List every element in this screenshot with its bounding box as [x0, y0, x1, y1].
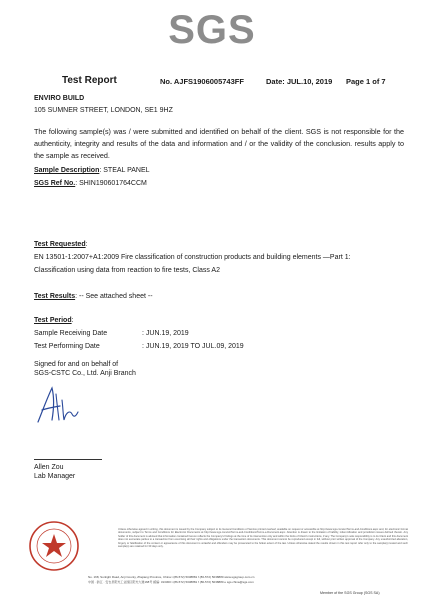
sgs-ref-no: [34, 179, 147, 188]
page-number: Page 1 of 7: [346, 77, 386, 86]
stamp-seal-icon: [28, 520, 80, 572]
footer-disclaimer: Unless otherwise agreed in writing, this document is issued by the Company subject to its General Conditions of Service printed overleaf, available on request or accessible at http://www.sgs.com/en/Terms-and-Conditions.aspx and, for electronic format documents, subject to Terms and Conditions for Electronic Documents at http://www.sgs.com/en/Terms-and-Conditions/Terms-e-Document.aspx. Attention is drawn to the limitation of liability, indemnification and jurisdiction issues defined therein. Any holder of this document is advised that information contained hereon reflects the Company's findings at the time of its intervention only and within the limits of Client's instructions, if any. The Company's sole responsibility is to its Client and this document does not exonerate parties to a transaction from exercising all their rights and obligations under the transaction documents. This document cannot be reproduced except in full, without prior written approval of the Company. Any unauthorized alteration, forgery or falsification of the content or appearance of this document is unlawful and offenders may be prosecuted to the fullest extent of the law. Unless otherwise stated the results shown in this test report refer only to the sample(s) tested and such sample(s) are retained for 30 days only.: [118, 528, 408, 549]
report-title: Test Report: [62, 75, 117, 86]
test-period-label: Test Period: [34, 317, 72, 324]
signature-line: [34, 459, 102, 460]
signoff-line1: Signed for and on behalf of: [34, 361, 119, 368]
signatory-name: Allen Zou: [34, 464, 64, 471]
sample-description-value: : STEAL PANEL: [99, 167, 150, 174]
test-results: [34, 292, 153, 301]
report-date: Date: JUL.10, 2019: [266, 77, 333, 86]
signature-image: [32, 382, 82, 430]
signatory-role: Lab Manager: [34, 473, 76, 480]
test-requested-colon: :: [85, 241, 88, 248]
report-number: No. AJFS1906005743FF: [160, 77, 244, 86]
member-of-sgs: Member of the SGS Group (SGS SA): [320, 591, 380, 595]
report-header: [34, 76, 404, 90]
test-requested-line2: Classification using data from reaction to fire tests, Class A2: [34, 267, 220, 274]
test-period-colon: :: [71, 317, 74, 324]
sgs-ref-value: : SHIN190601764CCM: [75, 180, 147, 187]
sgs-ref-label: SGS Ref No.: [34, 180, 76, 187]
test-results-label: Test Results: [34, 293, 76, 300]
test-performing-date-value: : JUN.19, 2019 TO JUL.09, 2019: [142, 343, 244, 350]
sgs-logo: SGS: [168, 8, 256, 52]
test-period-heading: [34, 316, 74, 325]
sample-description-label: Sample Description: [34, 167, 100, 174]
footer-address-cn: 中国 · 浙江 · 安吉县阳光工业园区阳光大道168号 邮编: 313300 t (86-572) 5038881 f (86-572) 5038880 e sgs.china@sgs.com: [88, 580, 254, 584]
test-requested-line1: EN 13501-1:2007+A1:2009 Fire classification of construction products and building elements —Part 1:: [34, 254, 351, 261]
test-results-value: : -- See attached sheet --: [75, 293, 153, 300]
test-performing-date-label: Test Performing Date: [34, 343, 100, 350]
intro-paragraph: The following sample(s) was / were submitted and identified on behalf of the client. SGS is not responsible for the authenticity, integrity and results of the data and information and / or the validity of the conclusion. results apply to the sample as received.: [34, 127, 404, 160]
test-requested-heading: [34, 240, 88, 249]
footer-address-en: No. 168, Sunlight Road, Anji County, Zhejiang Province, China t (86-572) 5038881 f (86-572) 5038880 www.sgsgroup.com.cn: [88, 575, 255, 579]
signoff-line2: SGS-CSTC Co., Ltd. Anji Branch: [34, 370, 136, 377]
sample-receiving-date-value: : JUN.19, 2019: [142, 330, 189, 337]
sample-description: [34, 166, 150, 175]
test-requested-label: Test Requested: [34, 241, 86, 248]
client-name: ENVIRO BUILD: [34, 95, 85, 102]
client-address: 105 SUMNER STREET, LONDON, SE1 9HZ: [34, 107, 173, 114]
sample-receiving-date-label: Sample Receiving Date: [34, 330, 108, 337]
